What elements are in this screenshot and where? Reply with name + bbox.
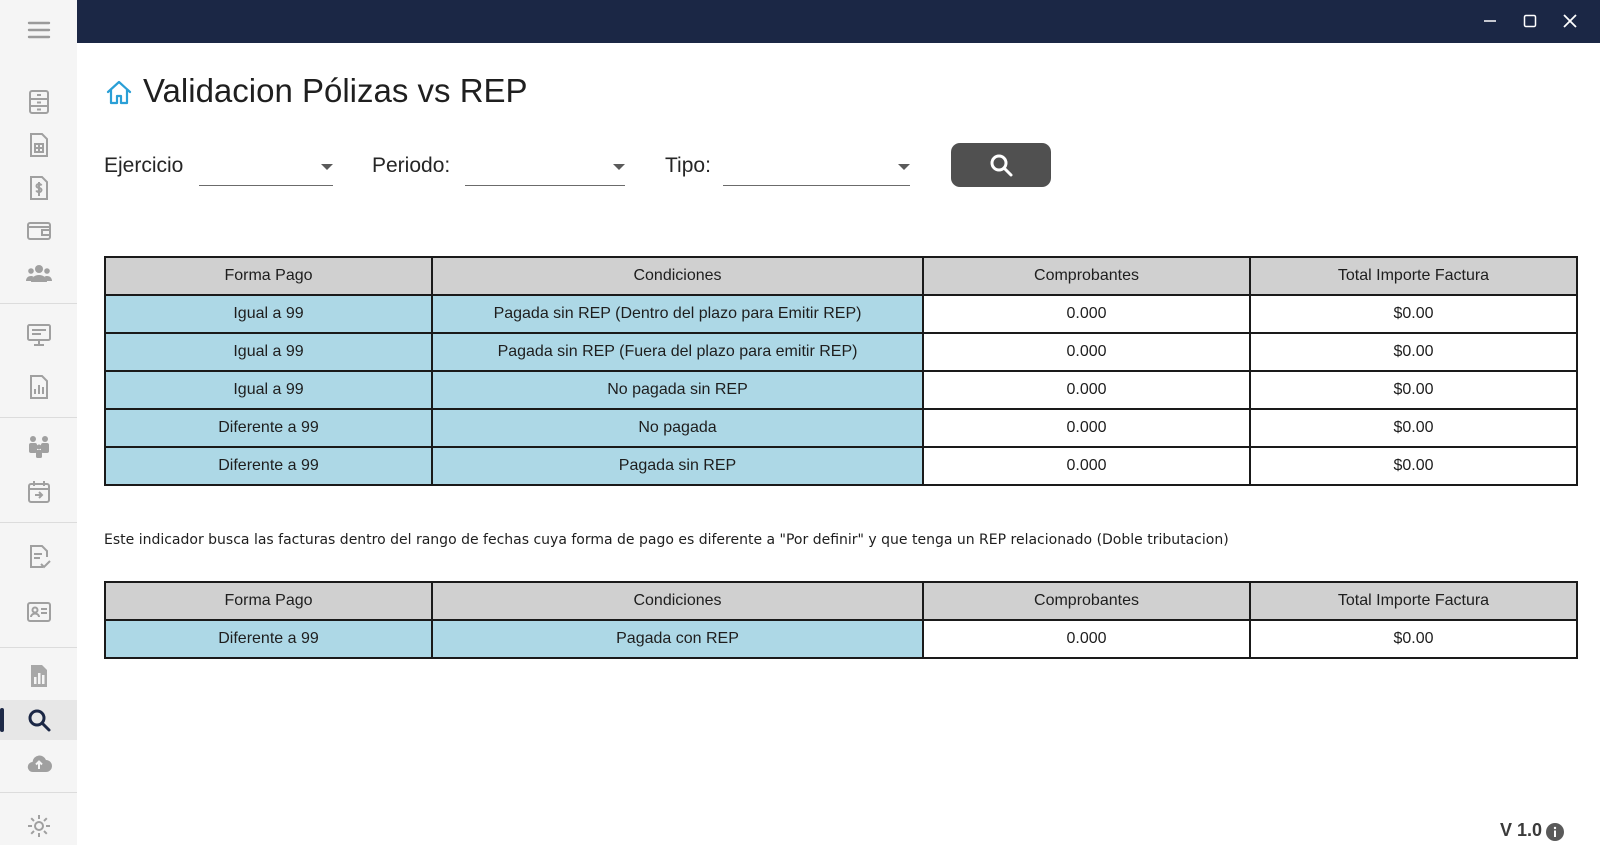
- invoice-dollar-icon: [25, 174, 53, 202]
- sidebar-item-invoice[interactable]: [0, 168, 77, 208]
- search-button[interactable]: [951, 143, 1051, 187]
- sidebar-divider: [0, 647, 77, 648]
- doc-check-icon: [25, 543, 53, 571]
- condiciones-cell: No pagada sin REP: [432, 371, 923, 409]
- sidebar-item-cloud-upload[interactable]: [0, 744, 77, 784]
- column-header: Comprobantes: [923, 257, 1250, 295]
- sidebar-item-doc-check[interactable]: [0, 537, 77, 577]
- gear-icon: [25, 812, 53, 840]
- column-header: Comprobantes: [923, 582, 1250, 620]
- condiciones-cell: Pagada sin REP (Fuera del plazo para emitir REP): [432, 333, 923, 371]
- indicator-description: Este indicador busca las facturas dentro del rango de fechas cuya forma de pago es diferente a "Por definir" y que tenga un REP relacionado (Doble tributacion): [104, 532, 1229, 548]
- window-titlebar: [77, 0, 1600, 43]
- bar-chart-doc-icon: [25, 662, 53, 690]
- total-cell: $0.00: [1250, 371, 1577, 409]
- sidebar-item-wallet[interactable]: [0, 211, 77, 251]
- sidebar-divider: [0, 522, 77, 523]
- sidebar-item-users[interactable]: [0, 254, 77, 294]
- ejercicio-label: Ejercicio: [104, 154, 184, 177]
- team-icon: [25, 433, 53, 461]
- comprobantes-cell: 0.000: [923, 620, 1250, 658]
- version-label: V 1.0: [1500, 820, 1543, 840]
- condiciones-cell: No pagada: [432, 409, 923, 447]
- tipo-label: Tipo:: [665, 154, 711, 177]
- condiciones-cell: Pagada sin REP: [432, 447, 923, 485]
- condiciones-cell: Pagada con REP: [432, 620, 923, 658]
- total-cell: $0.00: [1250, 447, 1577, 485]
- forma-pago-cell: Igual a 99: [105, 295, 432, 333]
- menu-button[interactable]: [0, 10, 77, 50]
- sidebar-item-report[interactable]: [0, 367, 77, 407]
- archive-icon: [25, 88, 53, 116]
- report-chart-icon: [25, 373, 53, 401]
- home-icon[interactable]: [104, 78, 134, 108]
- maximize-icon: [1522, 13, 1538, 29]
- id-card-icon: [25, 598, 53, 626]
- maximize-button[interactable]: [1514, 6, 1546, 36]
- tipo-select[interactable]: [723, 150, 910, 186]
- calendar-icon: [25, 478, 53, 506]
- column-header: Forma Pago: [105, 257, 432, 295]
- ejercicio-select[interactable]: [199, 150, 333, 186]
- sidebar-item-archive[interactable]: [0, 82, 77, 122]
- column-header: Condiciones: [432, 257, 923, 295]
- close-icon: [1562, 13, 1578, 29]
- table-header-row: [105, 257, 1577, 295]
- comprobantes-cell: 0.000: [923, 447, 1250, 485]
- periodo-select[interactable]: [465, 150, 625, 186]
- comprobantes-cell: 0.000: [923, 333, 1250, 371]
- page-title: Validacion Pólizas vs REP: [143, 72, 528, 109]
- sidebar-item-team[interactable]: [0, 427, 77, 467]
- chevron-down-icon: [898, 164, 910, 170]
- forma-pago-cell: Diferente a 99: [105, 620, 432, 658]
- cloud-upload-icon: [25, 750, 53, 778]
- column-header: Forma Pago: [105, 582, 432, 620]
- column-header: Total Importe Factura: [1250, 257, 1577, 295]
- chevron-down-icon: [321, 164, 333, 170]
- total-cell: $0.00: [1250, 620, 1577, 658]
- table-row[interactable]: [105, 371, 1577, 409]
- total-cell: $0.00: [1250, 409, 1577, 447]
- comprobantes-cell: 0.000: [923, 295, 1250, 333]
- column-header: Condiciones: [432, 582, 923, 620]
- sidebar-item-settings[interactable]: [0, 806, 77, 846]
- active-indicator: [0, 708, 4, 732]
- sidebar-item-bar-chart[interactable]: [0, 656, 77, 696]
- comprobantes-cell: 0.000: [923, 371, 1250, 409]
- forma-pago-cell: Diferente a 99: [105, 409, 432, 447]
- periodo-label: Periodo:: [372, 154, 451, 177]
- minimize-button[interactable]: [1474, 6, 1506, 36]
- table-header-row: [105, 582, 1577, 620]
- total-cell: $0.00: [1250, 295, 1577, 333]
- total-cell: $0.00: [1250, 333, 1577, 371]
- wallet-icon: [25, 217, 53, 245]
- table-row[interactable]: [105, 620, 1577, 658]
- sidebar-item-monitor[interactable]: [0, 315, 77, 355]
- sidebar-divider: [0, 792, 77, 793]
- spreadsheet-doc-icon: [25, 131, 53, 159]
- table-row[interactable]: [105, 333, 1577, 371]
- search-icon: [25, 706, 53, 734]
- forma-pago-cell: Igual a 99: [105, 371, 432, 409]
- users-icon: [25, 260, 53, 288]
- menu-icon: [25, 16, 53, 44]
- sidebar-item-search-validation[interactable]: [0, 700, 77, 740]
- column-header: Total Importe Factura: [1250, 582, 1577, 620]
- search-icon: [988, 152, 1014, 178]
- sidebar-item-spreadsheet[interactable]: [0, 125, 77, 165]
- table-row[interactable]: [105, 295, 1577, 333]
- minimize-icon: [1482, 13, 1498, 29]
- monitor-icon: [25, 321, 53, 349]
- chevron-down-icon: [613, 164, 625, 170]
- close-button[interactable]: [1554, 6, 1586, 36]
- comprobantes-cell: 0.000: [923, 409, 1250, 447]
- condiciones-cell: Pagada sin REP (Dentro del plazo para Emitir REP): [432, 295, 923, 333]
- table-row[interactable]: [105, 409, 1577, 447]
- sidebar-item-calendar[interactable]: [0, 472, 77, 512]
- forma-pago-cell: Igual a 99: [105, 333, 432, 371]
- sidebar-divider: [0, 303, 77, 304]
- sidebar: [0, 0, 77, 845]
- sidebar-item-id-card[interactable]: [0, 592, 77, 632]
- forma-pago-cell: Diferente a 99: [105, 447, 432, 485]
- table-row[interactable]: [105, 447, 1577, 485]
- sidebar-divider: [0, 417, 77, 418]
- results-table: [104, 256, 1578, 486]
- info-icon[interactable]: [1545, 822, 1565, 842]
- double-taxation-table: [104, 581, 1578, 659]
